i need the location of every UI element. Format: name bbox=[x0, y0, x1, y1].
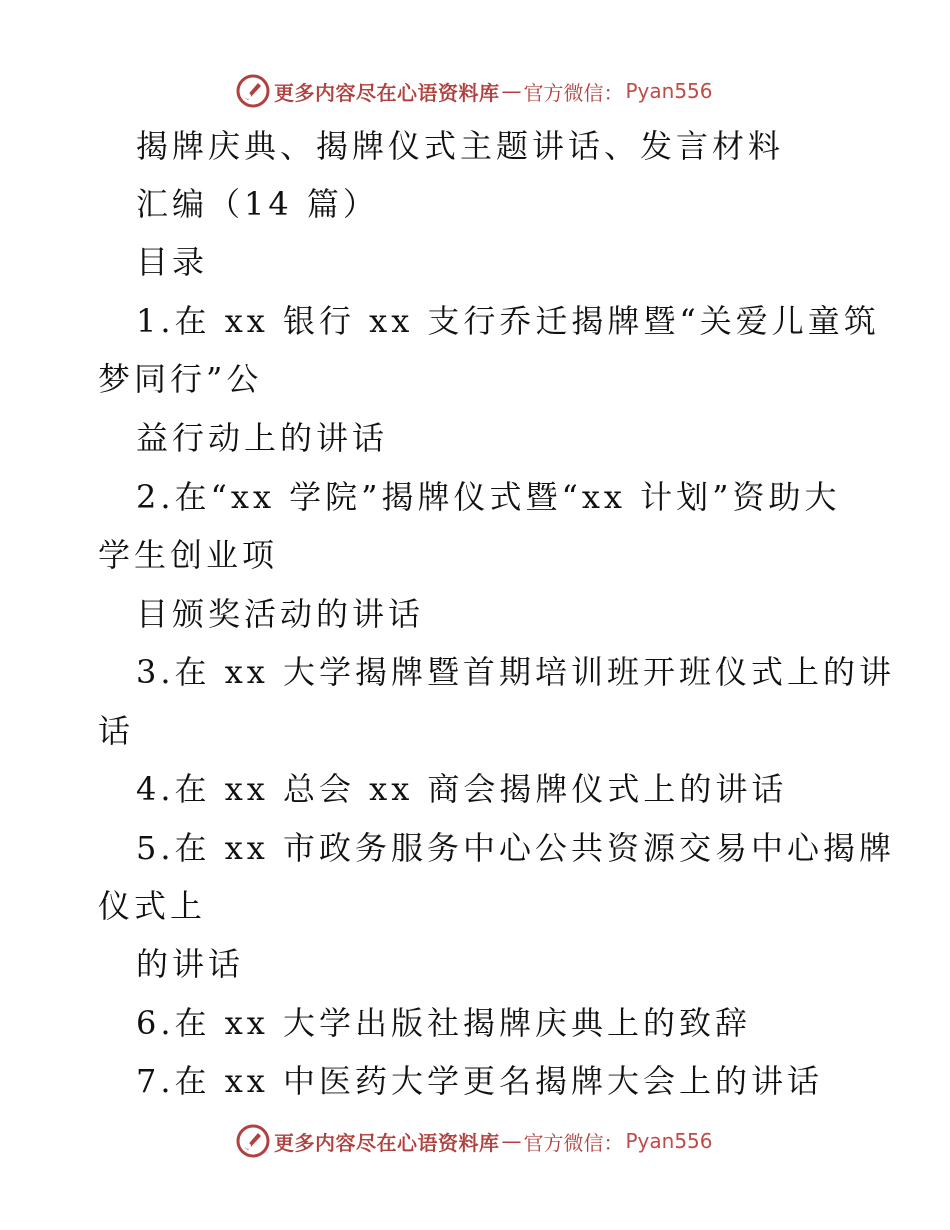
toc-line: 梦同行”公 bbox=[98, 360, 263, 398]
brush-logo-icon bbox=[236, 1124, 270, 1158]
banner-wechat-id: Pyan556 bbox=[625, 79, 713, 103]
toc-line: 4.在 xx 总会 xx 商会揭牌仪式上的讲话 bbox=[136, 770, 788, 808]
banner-text: 更多内容尽在心语资料库 bbox=[274, 80, 500, 105]
document-title-line-1: 揭牌庆典、揭牌仪式主题讲话、发言材料 bbox=[136, 127, 785, 165]
footer-watermark-banner bbox=[236, 1124, 713, 1158]
toc-line: 益行动上的讲话 bbox=[136, 419, 389, 457]
toc-line: 3.在 xx 大学揭牌暨首期培训班开班仪式上的讲 bbox=[136, 653, 895, 691]
document-title-line-2: 汇编（14 篇） bbox=[136, 185, 379, 223]
toc-line: 6.在 xx 大学出版社揭牌庆典上的致辞 bbox=[136, 1004, 751, 1042]
banner-dash: — bbox=[501, 79, 522, 103]
toc-line: 学生创业项 bbox=[98, 536, 279, 574]
banner-subtitle: 官方微信： bbox=[523, 1130, 624, 1155]
banner-text: 更多内容尽在心语资料库 bbox=[274, 1130, 500, 1155]
toc-line: 仪式上 bbox=[98, 887, 207, 925]
toc-line: 2.在“xx 学院”揭牌仪式暨“xx 计划”资助大 bbox=[136, 478, 841, 516]
toc-heading: 目录 bbox=[136, 243, 209, 281]
brush-logo-icon bbox=[236, 74, 270, 108]
header-watermark-banner bbox=[236, 74, 713, 108]
toc-line: 的讲话 bbox=[136, 945, 245, 983]
toc-line: 话 bbox=[98, 712, 135, 750]
banner-wechat-id: Pyan556 bbox=[625, 1129, 713, 1153]
banner-subtitle: 官方微信： bbox=[523, 80, 624, 105]
toc-line: 5.在 xx 市政务服务中心公共资源交易中心揭牌 bbox=[136, 829, 895, 867]
toc-line: 7.在 xx 中医药大学更名揭牌大会上的讲话 bbox=[136, 1062, 823, 1100]
toc-line: 1.在 xx 银行 xx 支行乔迁揭牌暨“关爱儿童筑 bbox=[136, 302, 880, 340]
banner-dash: — bbox=[501, 1129, 522, 1153]
toc-line: 目颁奖活动的讲话 bbox=[136, 595, 425, 633]
